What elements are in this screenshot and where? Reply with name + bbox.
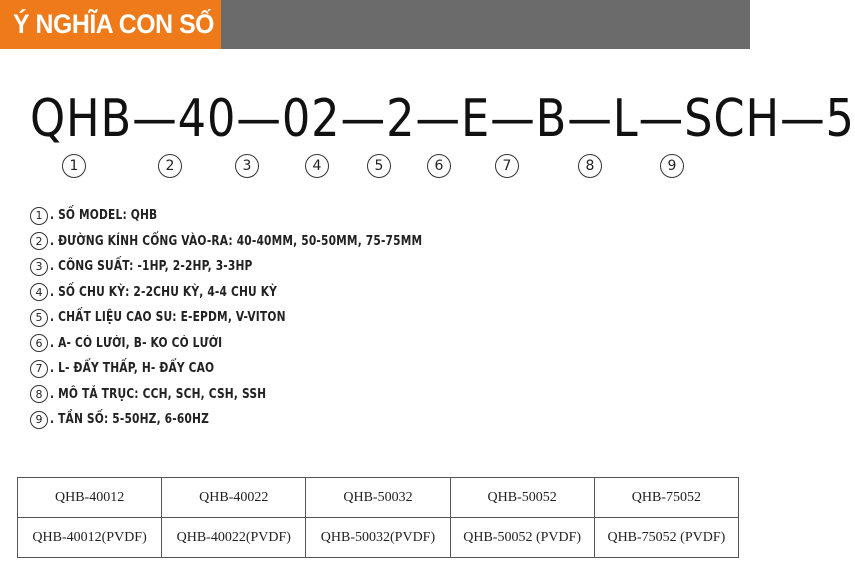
- spec-number: 7: [30, 360, 48, 378]
- spec-number: 2: [30, 232, 48, 250]
- spec-item-mesh: [30, 331, 504, 357]
- position-marker-4: 4: [305, 154, 329, 178]
- spec-text: . SỐ MODEL: QHB: [50, 208, 158, 224]
- spec-text: . ĐƯỜNG KÍNH CỔNG VÀO-RA: 40-40MM, 50-50MM, 75-75MM: [50, 233, 423, 249]
- spec-item-shaft: [30, 382, 504, 408]
- spec-text: . MÔ TẢ TRỤC: CCH, SCH, CSH, SSH: [50, 386, 267, 402]
- table-row: [18, 478, 739, 518]
- spec-text: . SỐ CHU KỲ: 2-2CHU KỲ, 4-4 CHU KỲ: [50, 284, 278, 300]
- spec-number: 4: [30, 283, 48, 301]
- spec-item-frequency: [30, 407, 504, 433]
- spec-number: 3: [30, 258, 48, 276]
- position-marker-3: 3: [235, 154, 259, 178]
- spec-text: . CÔNG SUẤT: -1HP, 2-2HP, 3-3HP: [50, 259, 253, 275]
- table-cell: QHB-40022: [162, 478, 306, 518]
- table-cell: QHB-50032: [306, 478, 450, 518]
- table-cell: QHB-40022(PVDF): [162, 518, 306, 558]
- table-cell: QHB-40012(PVDF): [18, 518, 162, 558]
- spec-number: 8: [30, 385, 48, 403]
- position-marker-9: 9: [660, 154, 684, 178]
- spec-number: 1: [30, 207, 48, 225]
- spec-list: [30, 203, 504, 433]
- table-cell: QHB-50052 (PVDF): [450, 518, 594, 558]
- spec-text: . TẦN SỐ: 5-50HZ, 6-60HZ: [50, 412, 209, 428]
- table-row: [18, 518, 739, 558]
- spec-item-port-diameter: [30, 229, 504, 255]
- spec-number: 9: [30, 411, 48, 429]
- table-cell: QHB-75052 (PVDF): [594, 518, 738, 558]
- spec-number: 5: [30, 309, 48, 327]
- header-title: Ý NGHĨA CON SỐ: [13, 9, 215, 39]
- table-cell: QHB-75052: [594, 478, 738, 518]
- position-marker-2: 2: [158, 154, 182, 178]
- header-title-tab: [0, 0, 221, 49]
- spec-item-push: [30, 356, 504, 382]
- spec-number: 6: [30, 334, 48, 352]
- position-marker-8: 8: [578, 154, 602, 178]
- spec-item-model: [30, 203, 504, 229]
- position-marker-5: 5: [367, 154, 391, 178]
- spec-text: . L- ĐẨY THẤP, H- ĐẨY CAO: [50, 361, 215, 377]
- table-cell: QHB-40012: [18, 478, 162, 518]
- model-table: [17, 477, 739, 558]
- table-cell: QHB-50032(PVDF): [306, 518, 450, 558]
- position-marker-1: 1: [62, 154, 86, 178]
- table-cell: QHB-50052: [450, 478, 594, 518]
- spec-item-power: [30, 254, 504, 280]
- spec-item-rubber: [30, 305, 504, 331]
- position-marker-6: 6: [427, 154, 451, 178]
- spec-text: . A- CÓ LƯỚI, B- KO CÓ LƯỚI: [50, 335, 223, 351]
- spec-item-cycles: [30, 280, 504, 306]
- position-marker-7: 7: [495, 154, 519, 178]
- model-code: QHB—40—02—2—E—B—L—SCH—5: [30, 89, 855, 149]
- spec-text: . CHẤT LIỆU CAO SU: E-EPDM, V-VITON: [50, 310, 286, 326]
